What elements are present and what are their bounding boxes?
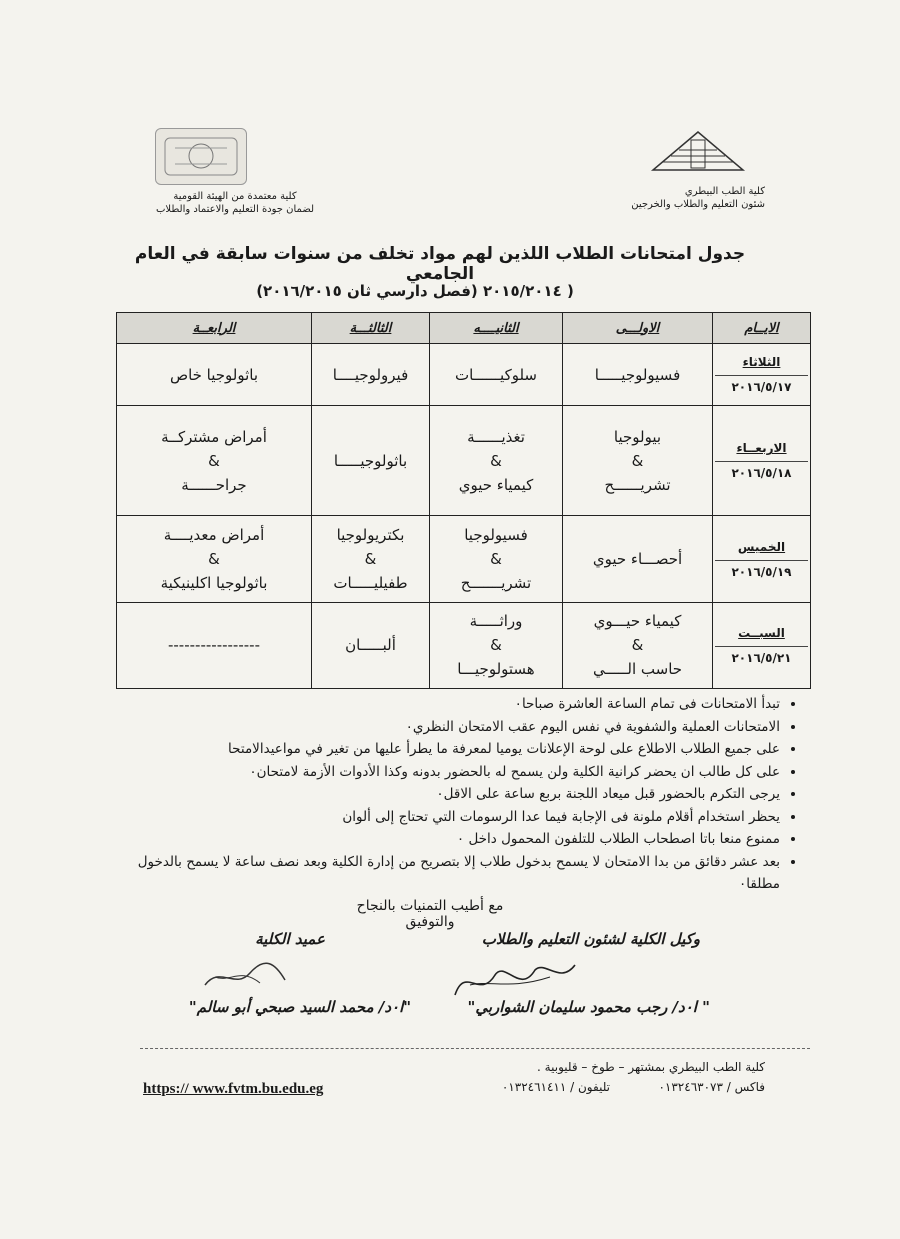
note-item: • على كل طالب ان يحضر كرانية الكلية ولن يسمح له بالحضور بدونه وكذا الأدوات الأزمة لامتحان٠ <box>130 761 780 784</box>
table-row <box>117 602 811 688</box>
day-cell <box>713 406 811 516</box>
subject-cell: أمراض مشتركــة & جراحــــــة <box>117 406 312 516</box>
day-date: ٢٠١٦/٥/٢١ <box>715 646 808 667</box>
subject-cell: فيرولوجيــــا <box>312 344 430 406</box>
day-name: الخميس <box>737 539 786 554</box>
day-name: السبــت <box>738 625 785 640</box>
university-logo-icon <box>640 128 755 176</box>
footer-address: كلية الطب البيطري بمشتهر – طوخ – قليوبية . <box>537 1060 765 1074</box>
header-left-line-1: كلية معتمدة من الهيئة القومية <box>173 191 297 202</box>
day-date: ٢٠١٦/٥/١٩ <box>715 560 808 581</box>
day-name: الثلاثاء <box>742 355 781 370</box>
header-right-text <box>630 185 765 211</box>
note-item: • تبدأ الامتحانات فى تمام الساعة العاشرة صباحا٠ <box>130 693 780 716</box>
page-title: جدول امتحانات الطلاب اللذين لهم مواد تخلف من سنوات سابقة في العام الجامعي <box>134 244 746 284</box>
day-date: ٢٠١٦/٥/١٨ <box>715 461 808 482</box>
day-name: الاربعــاء <box>736 441 787 456</box>
note-item: • بعد عشر دقائق من بدا الامتحان لا يسمح بدخول طلاب إلا بتصريح من إدارة الكلية وبعد نصف ساعة لا يسمح بالدخول مطلقا٠ <box>130 851 780 896</box>
subject-cell: فسيولوجيـــــا <box>563 344 713 406</box>
note-item: • على جميع الطلاب الاطلاع على لوحة الإعلانات يوميا لمعرفة ما يطرأ عليها من تغير في مواعيدالامتحا <box>130 738 780 761</box>
note-item: • يرجى التكرم بالحضور قبل ميعاد اللجنة بربع ساعة على الاقل٠ <box>130 783 780 806</box>
subject-cell: أحصـــاء حيوي <box>563 516 713 602</box>
day-date: ٢٠١٦/٥/١٧ <box>715 375 808 396</box>
header-fourth: الرابعــة <box>117 313 312 344</box>
subject-cell: ألبـــــان <box>312 602 430 688</box>
day-cell <box>713 516 811 602</box>
subject-cell: سلوكيــــــات <box>430 344 563 406</box>
subject-cell: وراثـــــة & هستولوجيـــا <box>430 602 563 688</box>
vice-dean-title: وكيل الكلية لشئون التعليم والطلاب <box>481 930 700 948</box>
faculty-website-link[interactable]: https:// www.fvtm.bu.edu.eg <box>143 1081 324 1097</box>
subject-cell: باثولوجيـــــا <box>312 406 430 516</box>
exam-schedule-table <box>116 312 811 689</box>
dean-signature-icon <box>200 955 290 995</box>
subject-cell: ----------------- <box>117 602 312 688</box>
subject-cell: باثولوجيا خاص <box>117 344 312 406</box>
header-left-line-2: لضمان جودة التعليم والاعتماد والطلاب <box>155 204 315 215</box>
day-cell <box>713 344 811 406</box>
header-days: الايــام <box>713 313 811 344</box>
subject-cell: تغذيــــــة & كيمياء حيوي <box>430 406 563 516</box>
header-right-line-2: شئون التعليم والطلاب والخرجين <box>631 199 765 210</box>
exam-notes-list <box>130 693 798 896</box>
note-item: • ممنوع منعا باتا اصطحاب الطلاب للتلفون المحمول داخل ٠ <box>130 828 780 851</box>
subject-cell: أمراض معديــــة & باثولوجيا اكلينيكية <box>117 516 312 602</box>
note-item: • يحظر استخدام أقلام ملونة فى الإجابة فيما عدا الرسومات التي تحتاج إلى ألوان <box>130 806 780 829</box>
note-item: • الامتحانات العملية والشفوية في نفس اليوم عقب الامتحان النظري٠ <box>130 716 780 739</box>
header-left-text <box>150 190 320 216</box>
dean-title: عميد الكلية <box>255 930 325 948</box>
subject-cell: بكتريولوجيا & طفيليـــــات <box>312 516 430 602</box>
footer-fax: فاكس / ٠١٣٢٤٦٣٠٧٣ <box>658 1080 765 1094</box>
header-second: الثانيــــه <box>430 313 563 344</box>
subject-cell: كيمياء حيـــوي & حاسب الـــــي <box>563 602 713 688</box>
footer-phone: تليفون / ٠١٣٢٤٦١٤١١ <box>501 1080 610 1094</box>
accreditation-logo-icon <box>155 128 247 185</box>
page-subtitle: ( ٢٠١٥/٢٠١٤ (فصل دارسي ثان ٢٠١٦/٢٠١٥) <box>256 282 574 300</box>
closing-wishes: مع أطيب التمنيات بالنجاح والتوفيق <box>356 898 504 930</box>
day-cell <box>713 602 811 688</box>
subject-cell: بيولوجيا & تشريــــــح <box>563 406 713 516</box>
table-row <box>117 344 811 406</box>
table-header-row <box>117 313 811 344</box>
vice-dean-name: " ا٠د/ رجب محمود سليمان الشواربي" <box>467 998 710 1016</box>
footer-divider <box>140 1048 810 1049</box>
header-third: الثالثـــة <box>312 313 430 344</box>
header-right-line-1: كلية الطب البيطري <box>684 186 765 197</box>
header-first: الاولـــى <box>563 313 713 344</box>
table-row <box>117 516 811 602</box>
dean-name: "ا٠د/ محمد السيد صبحي أبو سالم" <box>188 998 412 1016</box>
table-row <box>117 406 811 516</box>
subject-cell: فسيولوجيا & تشريـــــــح <box>430 516 563 602</box>
